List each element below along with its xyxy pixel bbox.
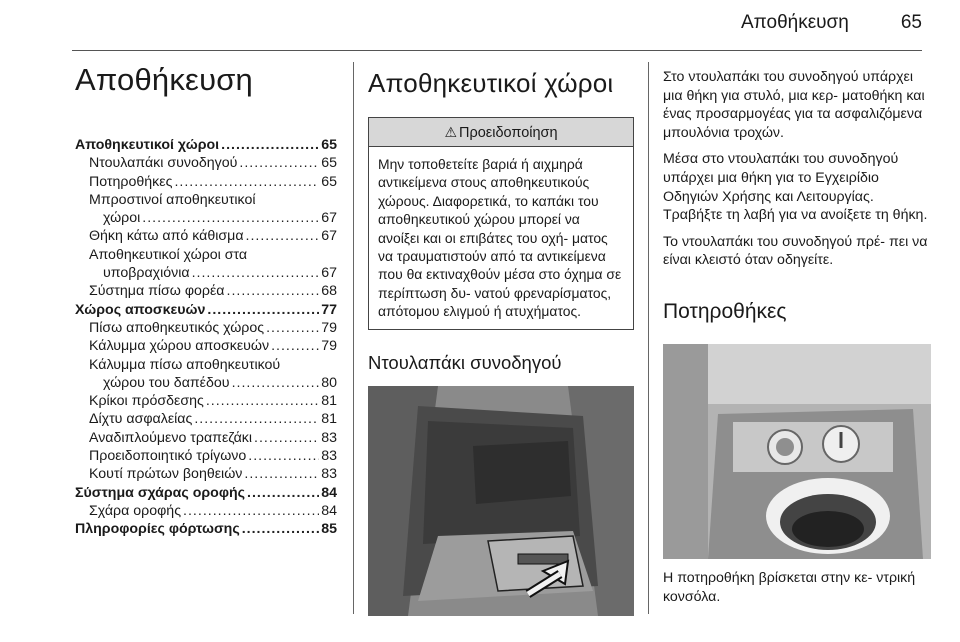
toc-entry-title: Σύστημα πίσω φορέα	[89, 283, 225, 300]
glovebox-illustration	[368, 386, 634, 616]
toc-entry[interactable]	[75, 337, 337, 355]
middle-column	[368, 60, 633, 616]
toc-entry-page: 84	[321, 502, 337, 519]
toc-entry-page: 79	[321, 319, 337, 336]
toc-leader-dots	[239, 154, 319, 172]
cupholder-caption: Η ποτηροθήκη βρίσκεται στην κε- ντρική κονσόλα.	[663, 569, 916, 605]
toc-entry-page: 67	[321, 210, 337, 227]
toc-entry-title: Κάλυμμα πίσω αποθηκευτικού	[89, 356, 281, 373]
toc-entry[interactable]	[75, 246, 337, 264]
toc-entry-page: 85	[321, 521, 337, 538]
toc-leader-dots	[192, 264, 320, 282]
toc-entry-title: Σύστημα σχάρας οροφής	[75, 484, 246, 501]
toc-entry-title: Κάλυμμα χώρου αποσκευών	[89, 338, 270, 355]
toc-entry-page: 81	[321, 411, 337, 428]
toc-leader-dots	[194, 410, 319, 428]
toc-entry[interactable]	[75, 282, 337, 300]
toc-entry[interactable]	[75, 191, 337, 209]
toc-entry[interactable]	[75, 154, 337, 172]
toc-entry-page: 65	[321, 155, 337, 172]
toc-entry-title: Δίχτυ ασφαλείας	[89, 411, 193, 428]
toc-entry[interactable]	[75, 502, 337, 520]
table-of-contents	[75, 136, 337, 539]
toc-entry[interactable]	[75, 410, 337, 428]
toc-column	[75, 60, 337, 539]
toc-entry-title: Κρίκοι πρόσδεσης	[89, 393, 204, 410]
chapter-title: Αποθήκευση	[75, 62, 253, 97]
toc-entry[interactable]	[75, 520, 337, 538]
toc-entry-page: 77	[321, 301, 337, 318]
warning-title: Προειδοποίηση	[459, 125, 558, 141]
toc-entry[interactable]	[75, 465, 337, 483]
toc-entry-page: 81	[321, 393, 337, 410]
toc-entry[interactable]	[75, 429, 337, 447]
toc-entry-page: 83	[321, 448, 337, 465]
glovebox-paragraph-2: Μέσα στο ντουλαπάκι του συνοδηγού υπάρχει μια θήκη για το Εγχειρίδιο Οδηγιών Χρήσης και Λειτουργίας. Τραβήξτε τη λαβή για να ανοίξετε τη θήκη.	[663, 151, 928, 224]
toc-entry[interactable]	[75, 356, 337, 374]
toc-entry-page: 68	[321, 283, 337, 300]
toc-entry-title: Σχάρα οροφής	[89, 502, 182, 519]
toc-entry[interactable]	[75, 447, 337, 465]
toc-leader-dots	[174, 173, 319, 191]
glovebox-paragraph-3: Το ντουλαπάκι του συνοδηγού πρέ- πει να είναι κλειστό όταν οδηγείτε.	[663, 233, 928, 269]
toc-entry[interactable]	[75, 209, 337, 227]
toc-entry-title: υποβραχιόνια	[103, 265, 190, 282]
toc-leader-dots	[221, 136, 319, 154]
toc-leader-dots	[271, 337, 319, 355]
toc-leader-dots	[206, 392, 319, 410]
toc-entry-page: 67	[321, 265, 337, 282]
warning-box	[368, 117, 634, 330]
toc-entry-page: 84	[321, 484, 337, 501]
toc-entry[interactable]	[75, 392, 337, 410]
toc-leader-dots	[246, 227, 320, 245]
toc-entry-title: Προειδοποιητικό τρίγωνο	[89, 448, 247, 465]
column-divider-right	[648, 62, 649, 614]
column-divider-left	[353, 62, 354, 614]
toc-entry-page: 65	[321, 137, 337, 153]
warning-text: Μην τοποθετείτε βαριά ή αιχμηρά αντικείμενα στους αποθηκευτικούς χώρους. Διαφορετικά, το καπάκι του αποθηκευτικού χώρου μπορεί να ανοίξει και οι επιβάτες του οχή- ματος να τραυματιστούν από τα αντικείμενα που θα εκτιναχθούν μέσα στο όχημα σε περίπτωση δυ- νατού φρεναρίσματος, απότομου ελιγμού ή ατυχήματος.	[378, 156, 622, 320]
glovebox-photo	[368, 386, 634, 616]
toc-leader-dots	[254, 429, 319, 447]
page-number: 65	[900, 12, 922, 33]
toc-leader-dots	[142, 209, 319, 227]
toc-entry-title: Ντουλαπάκι συνοδηγού	[89, 155, 238, 172]
right-column	[663, 60, 931, 614]
toc-entry[interactable]	[75, 173, 337, 191]
toc-entry[interactable]	[75, 264, 337, 282]
toc-entry-page: 83	[321, 466, 337, 483]
toc-entry[interactable]	[75, 227, 337, 245]
toc-entry[interactable]	[75, 484, 337, 502]
cupholder-illustration	[663, 344, 931, 559]
cupholders-heading: Ποτηροθήκες	[663, 299, 787, 323]
toc-entry-page: 80	[321, 374, 337, 391]
toc-leader-dots	[248, 447, 319, 465]
toc-leader-dots	[242, 520, 320, 538]
toc-entry-title: Θήκη κάτω από κάθισμα	[89, 228, 244, 245]
toc-entry[interactable]	[75, 374, 337, 392]
toc-entry-page: 65	[321, 173, 337, 190]
section-title: Αποθηκευτικοί χώροι	[368, 68, 614, 98]
toc-entry-title: χώρου του δαπέδου	[103, 374, 230, 391]
toc-entry-title: Αναδιπλούμενο τραπεζάκι	[89, 429, 253, 446]
header-rule	[72, 50, 922, 51]
toc-entry-page: 67	[321, 228, 337, 245]
toc-leader-dots	[247, 484, 319, 502]
glovebox-heading: Ντουλαπάκι συνοδηγού	[368, 351, 562, 373]
toc-entry[interactable]	[75, 319, 337, 337]
toc-entry-title: χώροι	[103, 210, 141, 227]
toc-entry[interactable]	[75, 136, 337, 154]
running-header-title: Αποθήκευση	[740, 12, 849, 33]
warning-icon: ⚠	[444, 124, 457, 140]
toc-leader-dots	[227, 282, 320, 300]
toc-entry[interactable]	[75, 301, 337, 319]
toc-entry-page: 83	[321, 429, 337, 446]
toc-entry-title: Πίσω αποθηκευτικός χώρος	[89, 319, 265, 336]
toc-entry-title: Αποθηκευτικοί χώροι στα	[89, 246, 248, 263]
toc-leader-dots	[266, 319, 319, 337]
toc-leader-dots	[183, 502, 319, 520]
cupholder-photo	[663, 344, 931, 559]
toc-entry-title: Κουτί πρώτων βοηθειών	[89, 466, 243, 483]
toc-entry-page: 79	[321, 338, 337, 355]
toc-entry-title: Μπροστινοί αποθηκευτικοί	[89, 191, 256, 208]
toc-leader-dots	[232, 374, 320, 392]
toc-leader-dots	[207, 301, 319, 319]
toc-entry-title: Πληροφορίες φόρτωσης	[75, 521, 240, 538]
toc-leader-dots	[244, 465, 319, 483]
toc-entry-title: Ποτηροθήκες	[89, 173, 173, 190]
warning-header	[369, 118, 633, 147]
running-header	[741, 12, 922, 34]
toc-entry-title: Αποθηκευτικοί χώροι	[75, 137, 220, 153]
glovebox-paragraph-1: Στο ντουλαπάκι του συνοδηγού υπάρχει μια θήκη για στυλό, μια κερ- ματοθήκη και ένας προσαρμογέας για τα ασφαλιζόμενα μπουλόνια τροχών.	[663, 69, 925, 141]
toc-entry-title: Χώρος αποσκευών	[75, 301, 206, 318]
